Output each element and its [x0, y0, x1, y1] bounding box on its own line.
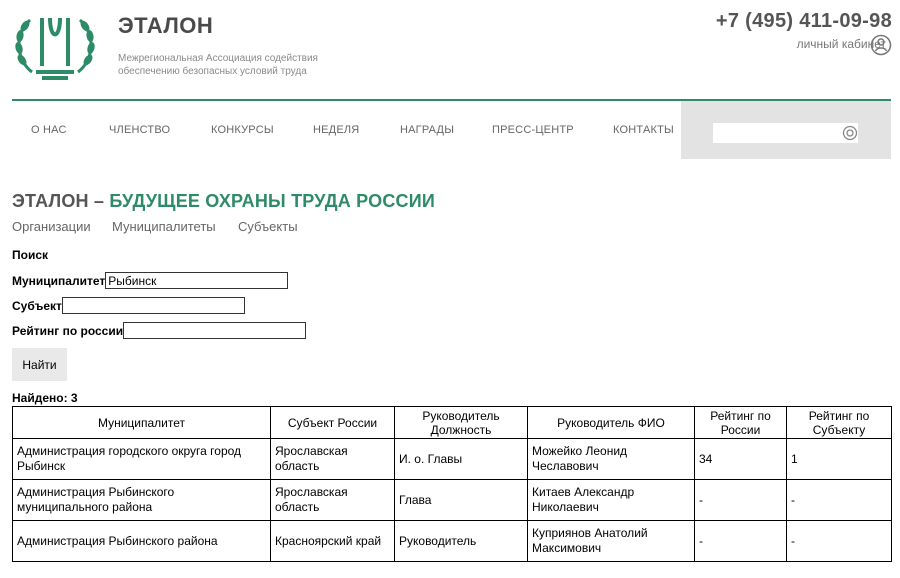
nav-item-contests[interactable]: КОНКУРСЫ: [211, 124, 274, 136]
personal-cabinet-link[interactable]: личный кабинет: [796, 37, 886, 51]
tab-municipalities[interactable]: Муниципалитеты: [112, 219, 216, 234]
table-cell: Ярославская область: [271, 480, 395, 521]
table-cell: 34: [695, 439, 787, 480]
user-circle-icon[interactable]: [870, 34, 892, 56]
rating-row: [12, 322, 306, 340]
rating-label: Рейтинг по россии: [12, 323, 124, 338]
nav-item-about[interactable]: О НАС: [31, 124, 67, 136]
table-cell: Ярославская область: [271, 439, 395, 480]
site-search-input[interactable]: [713, 123, 858, 143]
subject-label: Субъект: [12, 298, 62, 313]
main-nav: [12, 101, 681, 159]
table-cell: Администрация Рыбинского муниципального района: [13, 480, 271, 521]
page-title-prefix: ЭТАЛОН –: [12, 191, 110, 211]
table-cell: Можейко Леонид Чеславович: [528, 439, 695, 480]
subject-row: [12, 297, 245, 315]
municipality-label: Муниципалитет: [12, 273, 106, 288]
table-cell: Красноярский край: [271, 521, 395, 562]
table-cell: Администрация Рыбинского района: [13, 521, 271, 562]
search-form-title: Поиск: [12, 248, 49, 262]
nav-item-press-center[interactable]: ПРЕСС-ЦЕНТР: [492, 124, 574, 136]
find-button[interactable]: Найти: [12, 348, 67, 381]
table-cell: Куприянов Анатолий Максимович: [528, 521, 695, 562]
table-row: [13, 439, 892, 480]
table-cell: 1: [787, 439, 892, 480]
tab-subjects[interactable]: Субъекты: [238, 219, 298, 234]
column-header: Субъект России: [271, 407, 395, 439]
table-cell: Глава: [395, 480, 528, 521]
search-icon[interactable]: [842, 125, 858, 141]
table-cell: Руководитель: [395, 521, 528, 562]
phone-number[interactable]: +7 (495) 411-09-98: [715, 10, 892, 32]
brand-description-line: обеспечению безопасных условий труда: [118, 66, 307, 77]
page-title-accent: БУДУЩЕЕ ОХРАНЫ ТРУДА РОССИИ: [109, 191, 435, 211]
page-title: [12, 191, 435, 212]
table-row: [13, 521, 892, 562]
site-header: [0, 0, 900, 100]
table-cell: И. о. Главы: [395, 439, 528, 480]
table-header-row: [13, 407, 892, 439]
subject-input[interactable]: [62, 297, 245, 314]
found-count: Найдено: 3: [12, 391, 78, 405]
tab-organizations[interactable]: Организации: [12, 219, 91, 234]
nav-item-membership[interactable]: ЧЛЕНСТВО: [109, 124, 171, 136]
table-cell: Администрация городского округа город Рыбинск: [13, 439, 271, 480]
table-cell: -: [787, 521, 892, 562]
brand-name[interactable]: ЭТАЛОН: [118, 13, 214, 38]
municipality-row: [12, 272, 288, 290]
table-cell: Китаев Александр Николаевич: [528, 480, 695, 521]
rating-input[interactable]: [123, 322, 306, 339]
brand-description-line: Межрегиональная Ассоциация содействия: [118, 53, 318, 64]
site-search: [681, 101, 891, 159]
nav-item-contacts[interactable]: КОНТАКТЫ: [613, 124, 674, 136]
column-header: Муниципалитет: [13, 407, 271, 439]
brand-description: [118, 52, 358, 78]
table-cell: -: [695, 521, 787, 562]
nav-item-awards[interactable]: НАГРАДЫ: [400, 124, 455, 136]
table-cell: -: [695, 480, 787, 521]
results-table: [12, 406, 892, 562]
table-row: [13, 480, 892, 521]
table-cell: -: [787, 480, 892, 521]
column-header: Руководитель Должность: [395, 407, 528, 439]
column-header: Руководитель ФИО: [528, 407, 695, 439]
nav-item-week[interactable]: НЕДЕЛЯ: [313, 124, 360, 136]
column-header: Рейтинг по Субъекту: [787, 407, 892, 439]
municipality-input[interactable]: [105, 272, 288, 289]
etalon-logo-icon[interactable]: [12, 10, 98, 84]
column-header: Рейтинг по России: [695, 407, 787, 439]
